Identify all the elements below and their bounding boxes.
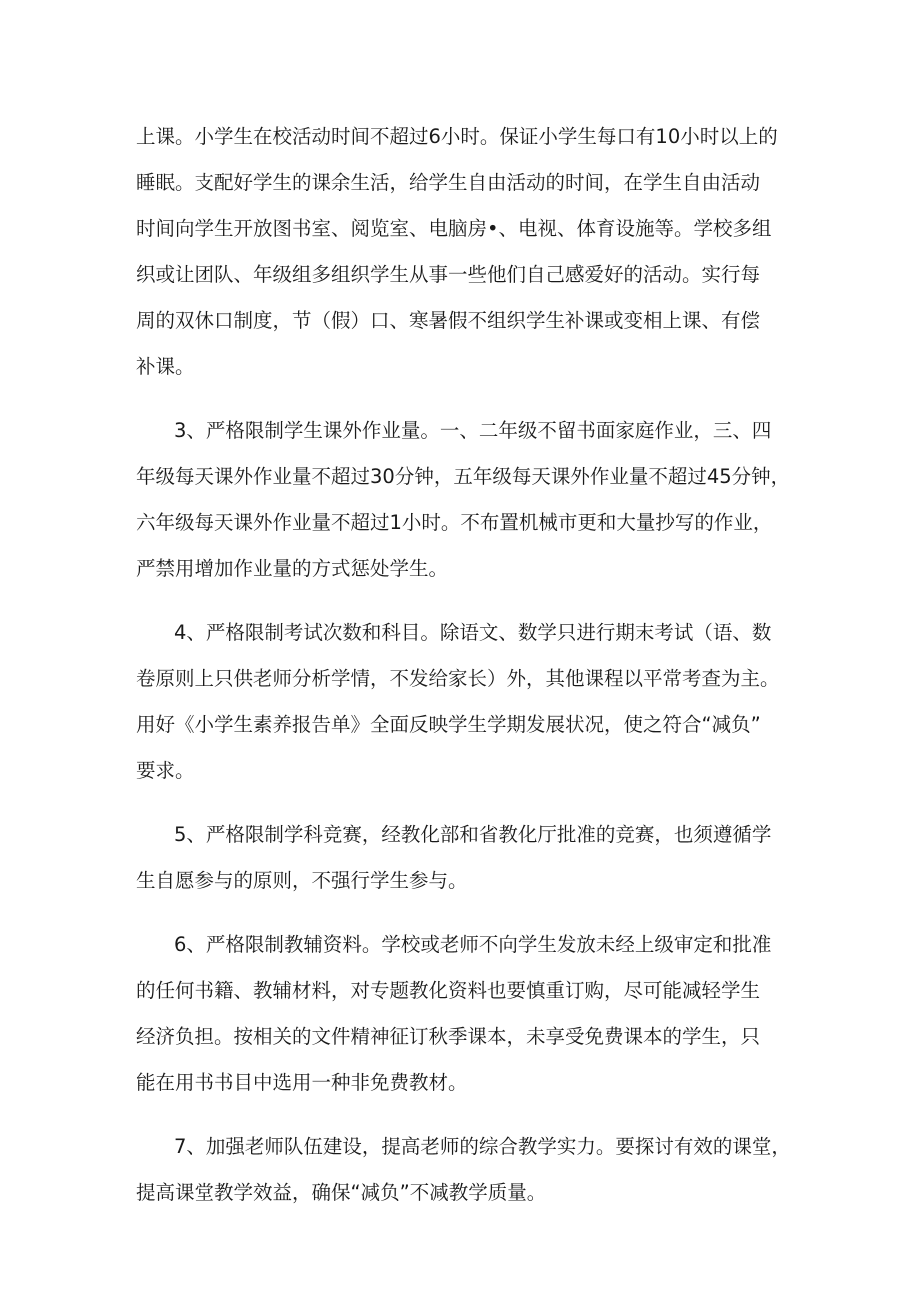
paragraph-item-6: 6、严格限制教辅资料。学校或老师不向学生发放未经上级审定和批准 的任何书籍、教辅材料，对专题教化资料也要慎重订购，尽可能减轻学生 经济负担。按相关的文件精神征订秋季课本，未享受免费课本的学生，只 能在用书书目中选用一种非免费教材。 [136, 933, 772, 1094]
paragraph-item-3: 3、严格限制学生课外作业量。一、二年级不留书面家庭作业，三、四 年级每天课外作业量不超过30分钟，五年级每天课外作业量不超过45分钟， 六年级每天课外作业量不超过1小时。不布置机械市更和大量抄写的作业， 严禁用增加作业量的方式惩处学生。 [136, 419, 791, 580]
paragraph-continued: 上课。小学生在校活动时间不超过6小时。保证小学生每口有10小时以上的 睡眠。支配好学生的课余生活，给学生自由活动的时间，在学生自由活动 时间向学生开放图书室、阅览室、电脑房•、电视、体育设施等。学校多组 织或让团队、年级组多组织学生从事一些他们自己感爱好的活动。实行每 周的双休口制度，节（假）口、寒暑假不组织学生补课或变相上课、有偿 补课。 [136, 125, 778, 378]
paragraph-item-4: 4、严格限制考试次数和科目。除语文、数学只进行期末考试（语、数 卷原则上只供老师分析学情，不发给家长）外，其他课程以平常考查为主。 用好《小学生素养报告单》全面反映学生学期发展状况，使之符合“减负” 要求。 [136, 621, 780, 782]
paragraph-item-5: 5、严格限制学科竞赛，经教化部和省教化厅批准的竞赛，也须遵循学 生自愿参与的原则，不强行学生参与。 [136, 823, 772, 892]
paragraph-item-7: 7、加强老师队伍建设，提高老师的综合教学实力。要探讨有效的课堂， 提高课堂教学效益，确保“减负”不减教学质量。 [136, 1135, 791, 1204]
document-body [136, 114, 796, 1234]
